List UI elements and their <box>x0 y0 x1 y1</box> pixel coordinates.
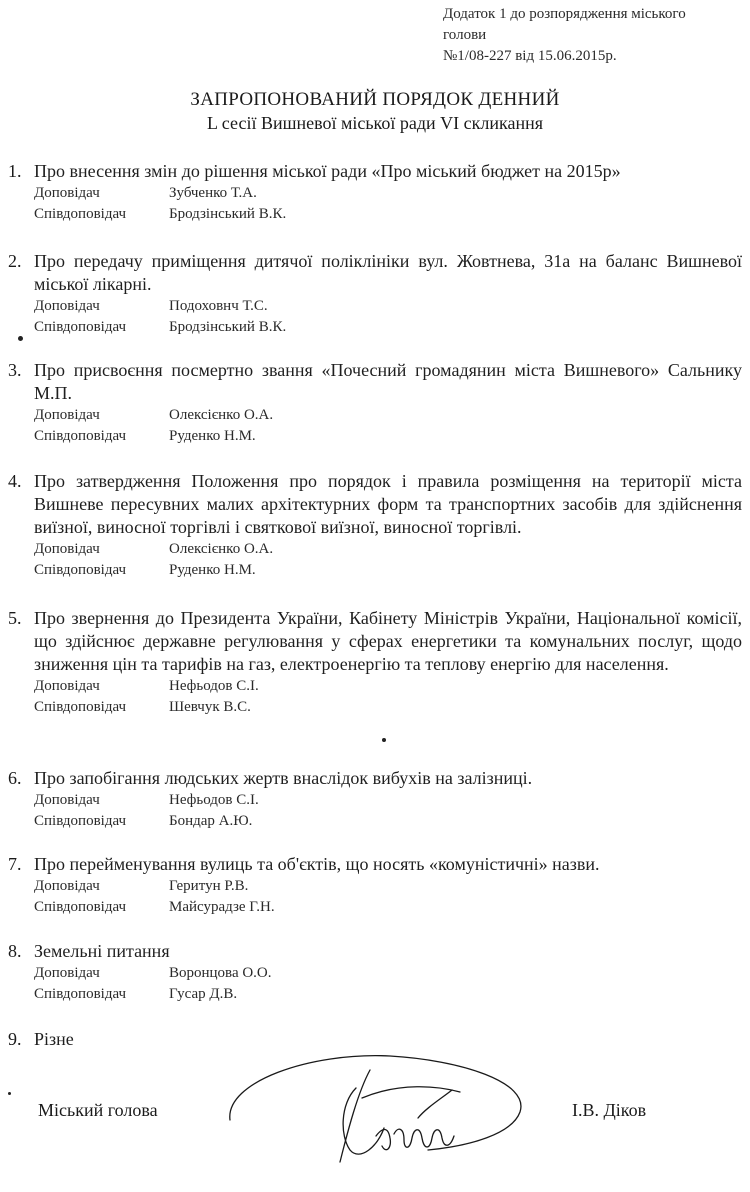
document-subtitle: L сесії Вишневої міської ради VI скликання <box>206 113 543 133</box>
signatory-name: І.В. Діков <box>572 1100 647 1120</box>
item-number: 8. <box>8 941 22 961</box>
coreporter-label: Співдоповідач <box>34 562 127 578</box>
item-text: Про звернення до Президента України, Кабінету Міністрів України, Національної комісії, що здійснює державне регулювання у сферах енергетики та комунальних послуг, щодо зниження цін та тарифів на газ, електроенергію та теплову енергію для населення. <box>34 608 742 674</box>
signature-image <box>190 1042 550 1182</box>
reporter-row <box>34 296 742 317</box>
item-number: 6. <box>8 768 22 788</box>
reporter-label: Доповідач <box>34 541 100 557</box>
item-number: 2. <box>8 251 22 271</box>
reporter-label: Доповідач <box>34 965 100 981</box>
item-number: 7. <box>8 854 22 874</box>
reporter-name: Олексієнко О.А. <box>169 541 274 557</box>
reporter-name: Нефьодов С.І. <box>169 678 259 694</box>
coreporter-label: Співдоповідач <box>34 986 127 1002</box>
reporter-name: Воронцова О.О. <box>169 965 272 981</box>
item-text: Про перейменування вулиць та об'єктів, що носять «комуністичні» назви. <box>34 854 600 874</box>
reporter-label: Доповідач <box>34 792 100 808</box>
reporter-name: Геритун Р.В. <box>169 878 249 894</box>
coreporter-label: Співдоповідач <box>34 899 127 915</box>
item-text: Про затвердження Положення про порядок і правила розміщення на території міста Вишневе пересувних малих архітектурних форм та транспортних засобів для здійснення виїзної, виносної торгівлі і святкової виїзної, виносної торгівлі. <box>34 471 742 537</box>
item-number: 5. <box>8 608 22 628</box>
coreporter-label: Співдоповідач <box>34 699 127 715</box>
reporter-row <box>34 876 742 897</box>
coreporter-row <box>34 204 742 225</box>
item-number: 3. <box>8 360 22 380</box>
signatory-title: Міський голова <box>38 1100 158 1120</box>
reporter-label: Доповідач <box>34 185 100 201</box>
coreporter-name: Бродзінський В.К. <box>169 206 287 222</box>
agenda-item-3 <box>8 359 742 447</box>
document-title: ЗАПРОПОНОВАНИЙ ПОРЯДОК ДЕННИЙ <box>190 89 560 110</box>
agenda-item-6 <box>8 767 742 832</box>
annex-note <box>443 4 743 67</box>
coreporter-row <box>34 697 742 718</box>
coreporter-label: Співдоповідач <box>34 428 127 444</box>
reporter-label: Доповідач <box>34 678 100 694</box>
coreporter-name: Бродзінський В.К. <box>169 319 287 335</box>
reporter-name: Подоховнч Т.С. <box>169 298 268 314</box>
reporter-row <box>34 405 742 426</box>
coreporter-name: Гусар Д.В. <box>169 986 238 1002</box>
item-number: 9. <box>8 1029 22 1049</box>
coreporter-name: Шевчук В.С. <box>169 699 251 715</box>
scan-speck <box>8 1092 11 1095</box>
item-text: Про запобігання людських жертв внаслідок вибухів на залізниці. <box>34 768 533 788</box>
item-text: Різне <box>34 1029 74 1049</box>
reporter-row <box>34 676 742 697</box>
reporter-row <box>34 539 742 560</box>
coreporter-name: Бондар А.Ю. <box>169 813 253 829</box>
reporter-row <box>34 963 742 984</box>
reporter-name: Зубченко Т.А. <box>169 185 257 201</box>
item-text: Про присвоєння посмертно звання «Почесний громадянин міста Вишневого» Сальнику М.П. <box>34 360 742 403</box>
annex-line: №1/08-227 від 15.06.2015р. <box>443 48 617 64</box>
coreporter-row <box>34 560 742 581</box>
reporter-label: Доповідач <box>34 298 100 314</box>
coreporter-label: Співдоповідач <box>34 813 127 829</box>
item-number: 4. <box>8 471 22 491</box>
coreporter-name: Руденко Н.М. <box>169 562 256 578</box>
agenda-item-8 <box>8 940 742 1005</box>
annex-line: голови <box>443 27 487 43</box>
coreporter-row <box>34 426 742 447</box>
agenda-item-4 <box>8 470 742 581</box>
reporter-name: Нефьодов С.І. <box>169 792 259 808</box>
coreporter-row <box>34 984 742 1005</box>
reporter-row <box>34 183 742 204</box>
coreporter-name: Майсурадзе Г.Н. <box>169 899 275 915</box>
reporter-row <box>34 790 742 811</box>
scan-speck <box>18 336 23 341</box>
annex-line: Додаток 1 до розпорядження міського <box>443 6 686 22</box>
agenda-item-5 <box>8 607 742 718</box>
reporter-name: Олексієнко О.А. <box>169 407 274 423</box>
coreporter-label: Співдоповідач <box>34 319 127 335</box>
item-text: Про передачу приміщення дитячої поліклініки вул. Жовтнева, 31а на баланс Вишневої міської лікарні. <box>34 251 742 294</box>
agenda-item-1 <box>8 160 742 225</box>
coreporter-row <box>34 317 742 338</box>
coreporter-row <box>34 811 742 832</box>
scan-speck <box>382 738 386 742</box>
agenda-item-2 <box>8 250 742 338</box>
item-text: Земельні питання <box>34 941 170 961</box>
item-number: 1. <box>8 161 22 181</box>
coreporter-row <box>34 897 742 918</box>
agenda-item-7 <box>8 853 742 918</box>
item-text: Про внесення змін до рішення міської ради «Про міський бюджет на 2015р» <box>34 161 621 181</box>
reporter-label: Доповідач <box>34 878 100 894</box>
coreporter-name: Руденко Н.М. <box>169 428 256 444</box>
coreporter-label: Співдоповідач <box>34 206 127 222</box>
reporter-label: Доповідач <box>34 407 100 423</box>
